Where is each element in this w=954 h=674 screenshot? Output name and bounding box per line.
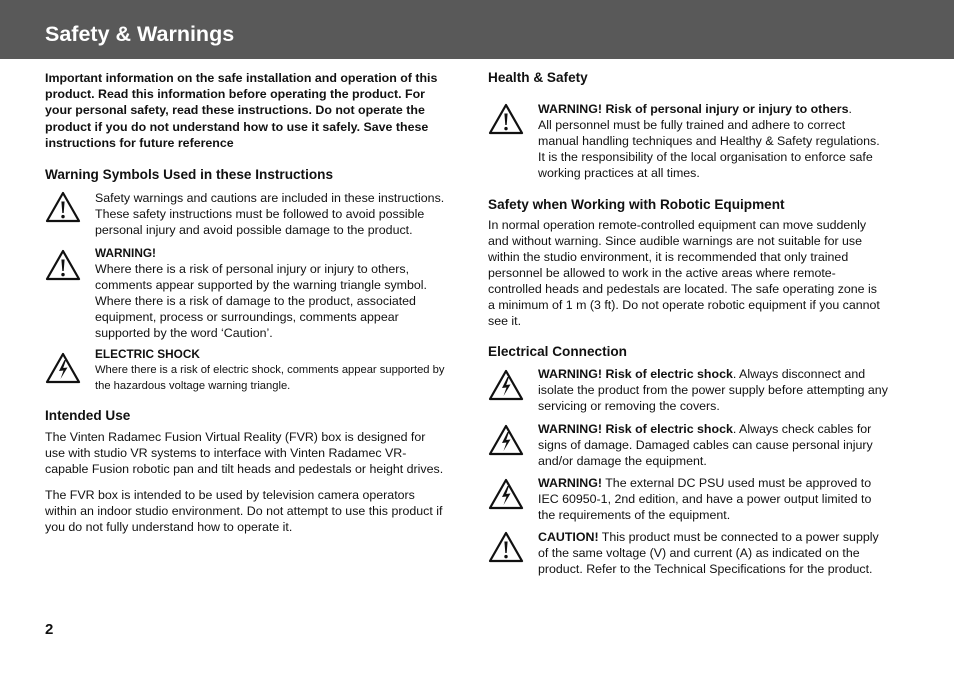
electrical-item-4-label: CAUTION! (538, 530, 599, 544)
right-column (488, 69, 888, 577)
electrical-item-4 (488, 529, 888, 577)
warning-text: Where there is a risk of personal injury or injury to others, comments appear supported by the warning triangle symbol. Where there is a risk of damage to the product, associated equipment, process or surroundings, comments appear supported by the word ‘Caution’. (95, 262, 427, 341)
electrical-item-3-text (538, 475, 888, 523)
health-heading: Health & Safety (488, 70, 588, 85)
warning-triangle-icon (488, 529, 538, 563)
electric-shock-triangle-icon (488, 421, 538, 456)
symbols-block (45, 190, 445, 238)
warning-triangle-icon (45, 190, 95, 223)
warning-title: WARNING! (95, 246, 156, 261)
intended-paragraph-2: The FVR box is intended to be used by television camera operators within an indoor studio environment. Do not attempt to use this product if you do not fully understand how to operate it. (45, 488, 443, 535)
electric-shock-triangle-icon (488, 366, 538, 401)
electrical-item-1-label: WARNING! Risk of electric shock (538, 367, 733, 381)
electrical-item-2-text (538, 421, 888, 469)
electrical-item-3-body: The external DC PSU used must be approved to IEC 60950-1, 2nd edition, and have a power output limited to the requirements of the equipment. (538, 476, 872, 522)
health-text (538, 101, 888, 181)
warning-triangle-icon (45, 245, 95, 281)
page-header (0, 0, 954, 59)
symbols-text: Safety warnings and cautions are included in these instructions. These safety instructions must be followed to avoid possible personal injury and avoid possible damage to the product. (95, 191, 445, 238)
intro-text: Important information on the safe installation and operation of this product. Read this information before operating the product. For your personal safety, read these instructions. Do not operate the product if you do not understand how to use it safely. Save these instructions for future reference (45, 71, 438, 150)
health-warning-dot: . (848, 102, 852, 116)
page-title: Safety & Warnings (45, 22, 235, 46)
electrical-item-2-label: WARNING! Risk of electric shock (538, 422, 733, 436)
health-warning-label: WARNING! Risk of personal injury or injury to others (538, 102, 849, 116)
electrical-heading: Electrical Connection (488, 344, 627, 359)
shock-title: ELECTRIC SHOCK (95, 347, 200, 362)
warning-block (45, 245, 445, 341)
warning-triangle-icon (488, 101, 538, 135)
robotic-heading: Safety when Working with Robotic Equipment (488, 197, 785, 212)
electrical-item-1 (488, 366, 888, 414)
electrical-item-4-text (538, 529, 888, 577)
robotic-text: In normal operation remote-controlled equipment can move suddenly and without warning. Since audible warnings are not suitable for use within the studio environment, it is recommended that only trained personnel be allowed to work in the active areas where remote-controlled heads and pedestals are located. The safe operating zone is a minimum of 1 m (3 ft). Do not operate robotic equipment if you cannot see it. (488, 218, 880, 328)
symbols-heading: Warning Symbols Used in these Instructions (45, 167, 334, 183)
shock-text: Where there is a risk of electric shock, comments appear supported by the hazardous voltage warning triangle. (95, 364, 445, 393)
electric-shock-triangle-icon (488, 475, 538, 510)
health-block (488, 101, 888, 181)
electric-shock-triangle-icon (45, 346, 95, 384)
electrical-item-2-body: . Always check cables for signs of damage. Damaged cables can cause personal injury and/or damage the equipment. (538, 422, 873, 468)
electrical-item-4-body: This product must be connected to a power supply of the same voltage (V) and current (A) as indicated on the product. Refer to the Technical Specifications for the product. (538, 530, 879, 576)
electrical-item-3-label: WARNING! (538, 476, 603, 490)
page-number: 2 (45, 621, 54, 638)
electrical-item-1-text (538, 366, 888, 414)
electrical-item-1-body: . Always disconnect and isolate the product from the power supply before attempting any servicing or removing the covers. (538, 367, 888, 413)
electrical-item-3 (488, 475, 888, 523)
shock-block (45, 346, 445, 394)
intended-heading: Intended Use (45, 408, 131, 424)
left-column (45, 69, 445, 535)
intended-paragraph-1: The Vinten Radamec Fusion Virtual Reality (FVR) box is designed for use with studio VR systems to interface with Vinten Radamec VR-capable Fusion robotic pan and tilt heads and pedestals or height drives. (45, 430, 444, 477)
health-body: All personnel must be fully trained and adhere to correct manual handling techniques and Healthy & Safety regulations. It is the responsibility of the local organisation to enforce safe working practices at all times. (538, 118, 880, 180)
electrical-item-2 (488, 421, 888, 469)
